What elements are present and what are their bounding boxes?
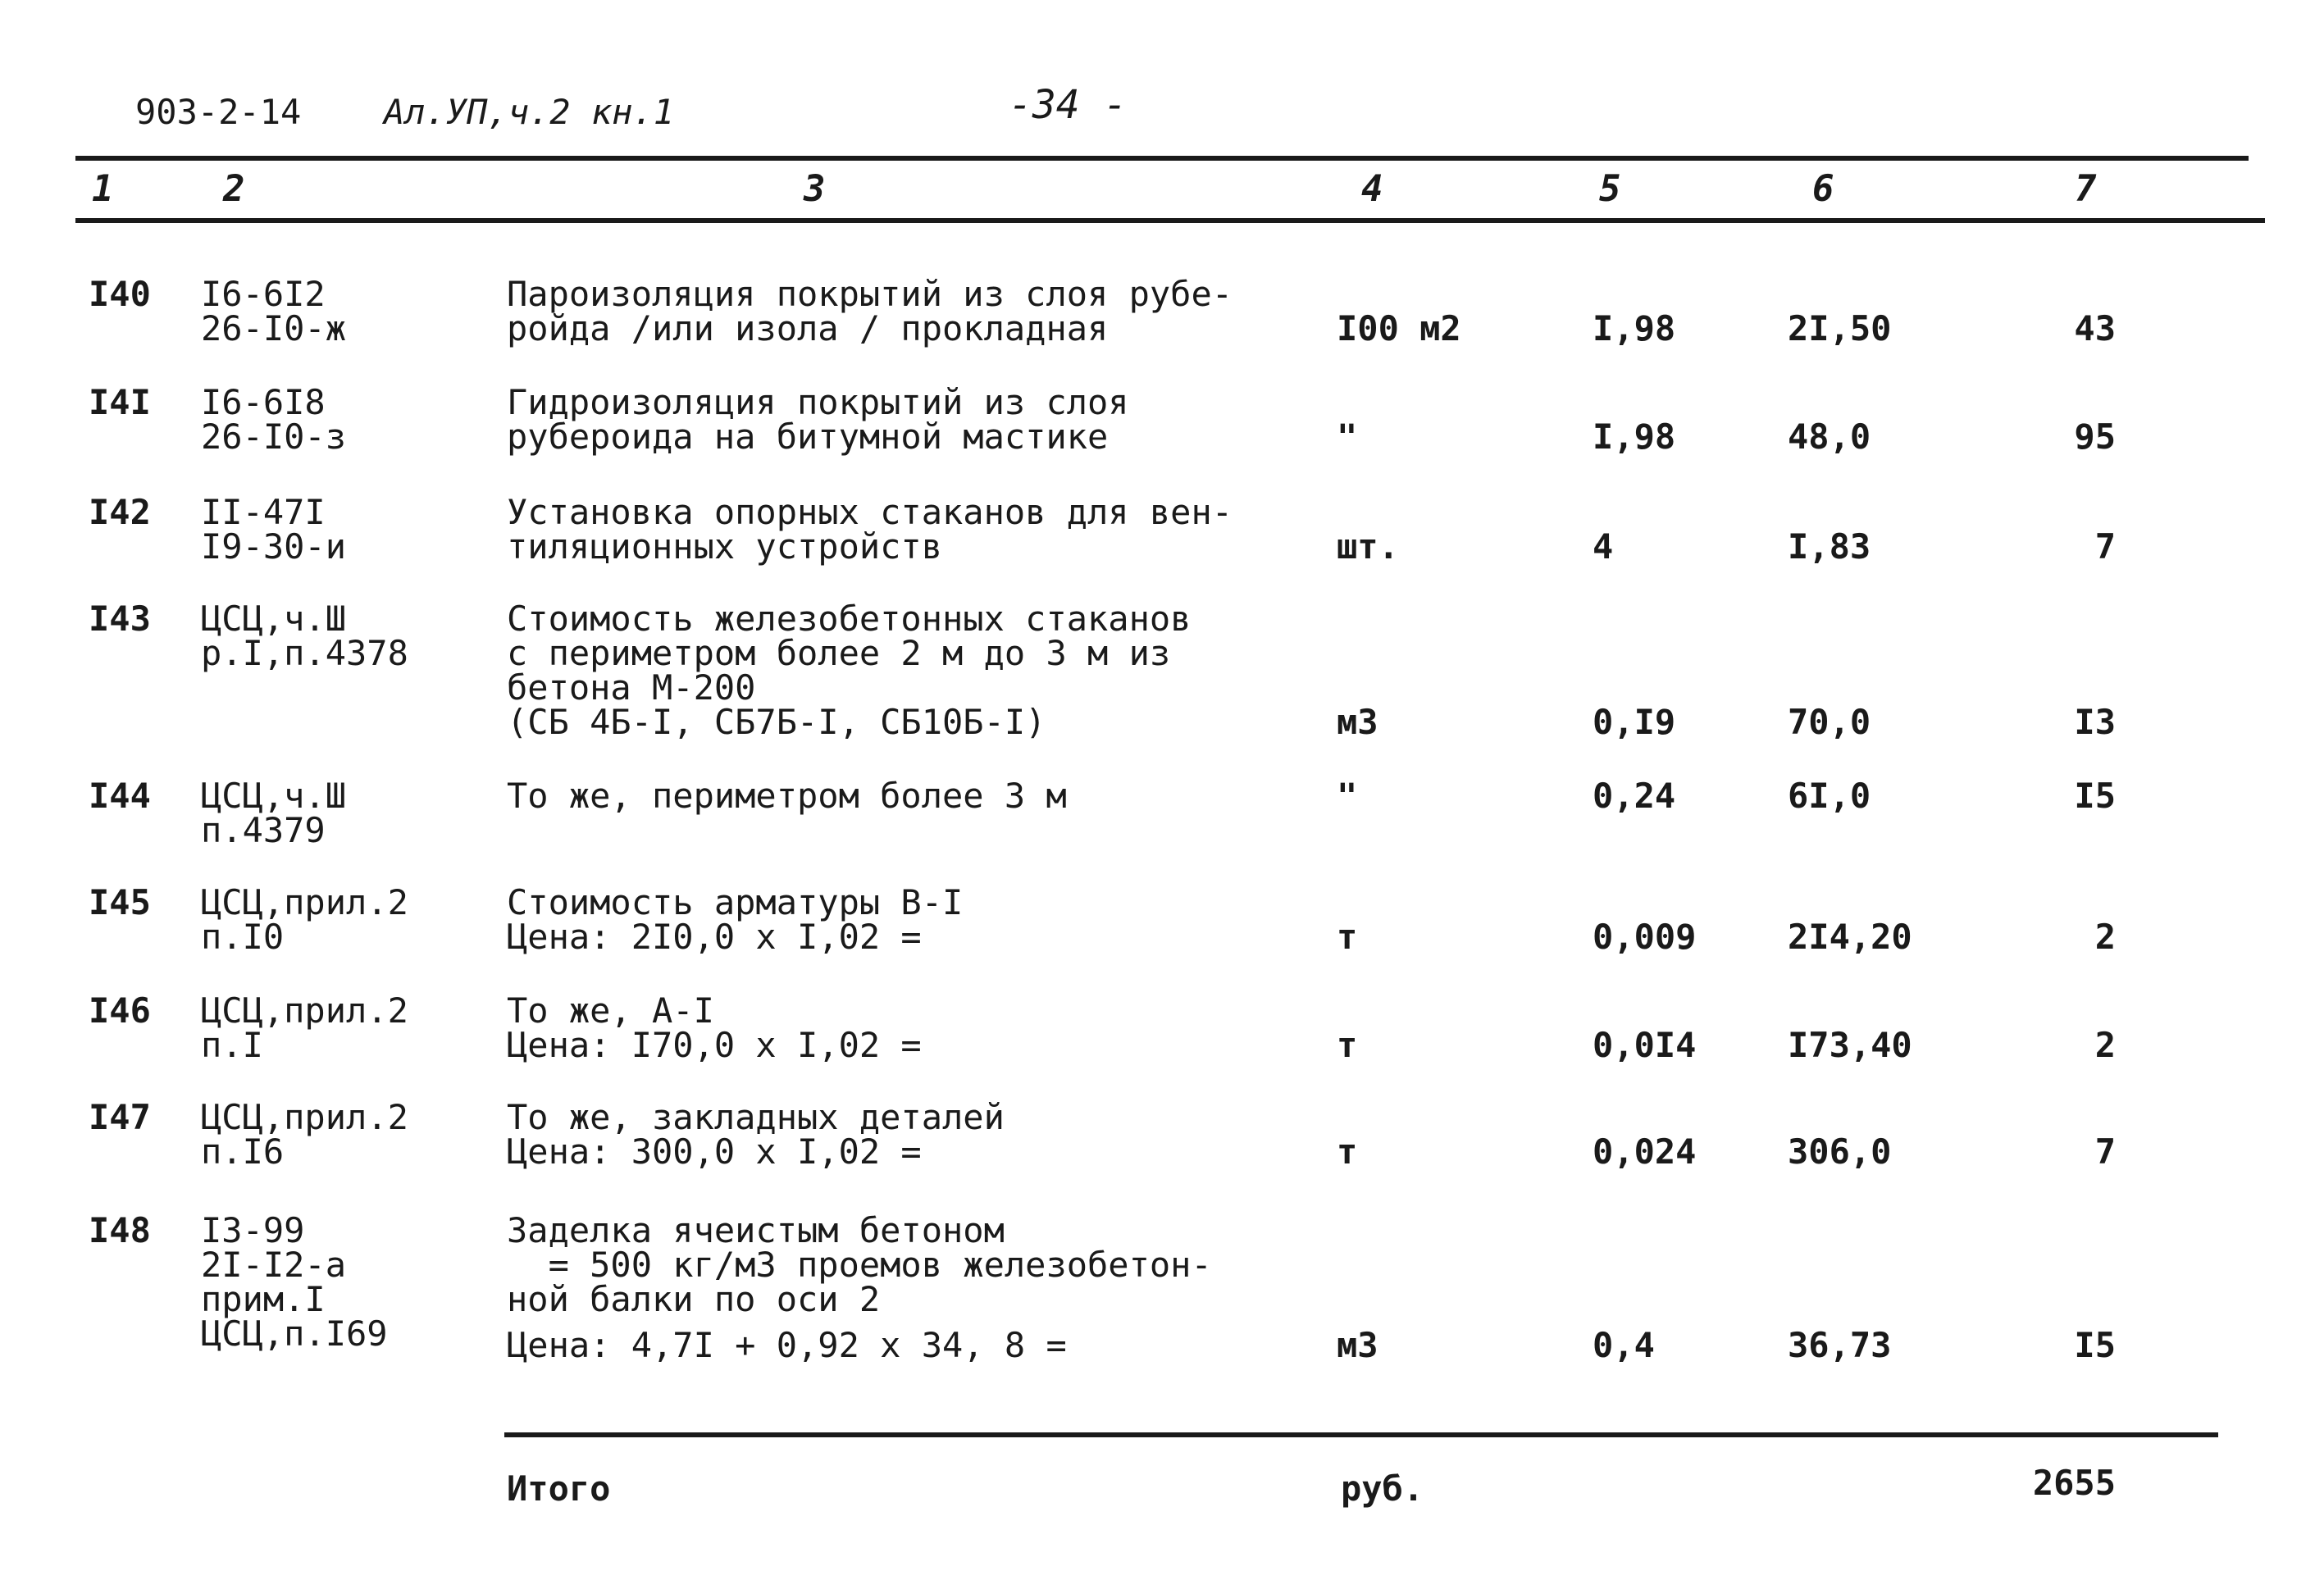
row-code-line: I3-99 (201, 1210, 305, 1250)
row-description-line: ройда /или изола / прокладная (507, 308, 1109, 348)
row-price: I73,40 (1788, 1025, 1912, 1065)
total-value: 2655 (2032, 1463, 2116, 1503)
row-total: 95 (2074, 417, 2116, 457)
row-code-line: п.I0 (201, 917, 285, 957)
row-code-line: ЦСЦ,прил.2 (201, 990, 408, 1031)
document-code: 903-2-14 (135, 92, 302, 132)
row-code-line: II-47I (201, 492, 326, 532)
row-description-line: Цена: 300,0 х I,02 = (507, 1131, 922, 1172)
row-unit: т (1337, 917, 1358, 957)
row-quantity: 0,009 (1593, 917, 1697, 957)
row-code-line: 26-I0-ж (201, 308, 347, 348)
row-description-line: Цена: 2I0,0 х I,02 = (507, 917, 922, 957)
row-unit: I00 м2 (1337, 308, 1461, 348)
row-description-line: ной балки по оси 2 (507, 1279, 881, 1319)
row-code-line: п.I6 (201, 1131, 285, 1172)
row-quantity: 0,0I4 (1593, 1025, 1697, 1065)
row-description-line: Заделка ячеистым бетоном (507, 1210, 1005, 1250)
row-number: I40 (89, 274, 151, 314)
row-description-line: (СБ 4Б-I, СБ7Б-I, СБ10Б-I) (507, 702, 1046, 742)
column-header-4: 4 (1361, 168, 1383, 210)
row-price: 2I4,20 (1788, 917, 1912, 957)
header-rule (75, 218, 2265, 223)
row-price: 6I,0 (1788, 776, 1871, 816)
row-quantity: 0,I9 (1593, 702, 1676, 742)
row-unit: " (1337, 417, 1358, 457)
row-description-line: То же, А-I (507, 990, 714, 1031)
row-description-line: То же, закладных деталей (507, 1097, 1005, 1137)
row-number: I43 (89, 599, 151, 639)
row-description-line: Цена: 4,7I + 0,92 х 34, 8 = (507, 1325, 1067, 1365)
row-price: 306,0 (1788, 1131, 1892, 1172)
row-total: 7 (2094, 1131, 2116, 1172)
column-header-2: 2 (223, 168, 245, 210)
column-header-7: 7 (2075, 168, 2097, 210)
row-description-line: бетона М-200 (507, 667, 756, 708)
row-code-line: I9-30-и (201, 526, 347, 567)
row-number: I45 (89, 882, 151, 922)
page-number: -34 - (1009, 82, 1128, 128)
row-code-line: п.4379 (201, 810, 326, 850)
row-number: I44 (89, 776, 151, 816)
row-code-line: I6-6I8 (201, 382, 326, 422)
row-description-line: Установка опорных стаканов для вен- (507, 492, 1233, 532)
row-number: I42 (89, 492, 151, 532)
row-unit: м3 (1337, 1325, 1378, 1365)
row-total: 2 (2094, 1025, 2116, 1065)
column-header-5: 5 (1599, 168, 1621, 210)
row-price: 36,73 (1788, 1325, 1892, 1365)
row-unit: " (1337, 776, 1358, 816)
row-quantity: 0,24 (1593, 776, 1676, 816)
document-reference: Ал.УП,ч.2 кн.1 (384, 92, 675, 132)
row-description-line: Цена: I70,0 х I,02 = (507, 1025, 922, 1065)
row-quantity: I,98 (1593, 417, 1676, 457)
row-quantity: I,98 (1593, 308, 1676, 348)
row-number: I48 (89, 1210, 151, 1250)
total-unit: руб. (1341, 1468, 1424, 1509)
column-header-1: 1 (92, 168, 114, 210)
row-total: I3 (2074, 702, 2116, 742)
row-description-line: Пароизоляция покрытий из слоя рубе- (507, 274, 1233, 314)
row-code-line: ЦСЦ,п.I69 (201, 1314, 388, 1354)
row-unit: шт. (1337, 526, 1399, 567)
row-number: I47 (89, 1097, 151, 1137)
row-quantity: 0,4 (1593, 1325, 1655, 1365)
row-total: 43 (2074, 308, 2116, 348)
row-code-line: ЦСЦ,ч.Ш (201, 776, 347, 816)
row-number: I46 (89, 990, 151, 1031)
row-price: I,83 (1788, 526, 1871, 567)
row-total: 2 (2094, 917, 2116, 957)
row-code-line: р.I,п.4378 (201, 633, 408, 673)
row-description-line: рубероида на битумной мастике (507, 417, 1109, 457)
row-quantity: 4 (1593, 526, 1614, 567)
row-number: I4I (89, 382, 151, 422)
column-header-6: 6 (1812, 168, 1834, 210)
row-price: 48,0 (1788, 417, 1871, 457)
row-code-line: ЦСЦ,ч.Ш (201, 599, 347, 639)
column-header-3: 3 (804, 168, 826, 210)
row-total: I5 (2074, 1325, 2116, 1365)
row-price: 70,0 (1788, 702, 1871, 742)
row-description-line: Стоимость арматуры В-I (507, 882, 964, 922)
row-code-line: ЦСЦ,прил.2 (201, 882, 408, 922)
row-price: 2I,50 (1788, 308, 1892, 348)
row-unit: т (1337, 1025, 1358, 1065)
row-description-line: тиляционных устройств (507, 526, 943, 567)
row-unit: т (1337, 1131, 1358, 1172)
row-code-line: 26-I0-з (201, 417, 347, 457)
row-code-line: п.I (201, 1025, 263, 1065)
row-description-line: с периметром более 2 м до 3 м из (507, 633, 1171, 673)
row-unit: м3 (1337, 702, 1378, 742)
top-rule (75, 156, 2249, 161)
total-label: Итого (507, 1468, 611, 1509)
row-total: I5 (2074, 776, 2116, 816)
row-code-line: прим.I (201, 1279, 326, 1319)
row-description-line: = 500 кг/м3 проемов железобетон- (507, 1245, 1212, 1285)
row-code-line: ЦСЦ,прил.2 (201, 1097, 408, 1137)
row-description-line: Стоимость железобетонных стаканов (507, 599, 1192, 639)
row-description-line: Гидроизоляция покрытий из слоя (507, 382, 1129, 422)
row-description-line: То же, периметром более 3 м (507, 776, 1067, 816)
row-code-line: 2I-I2-а (201, 1245, 347, 1285)
row-code-line: I6-6I2 (201, 274, 326, 314)
row-quantity: 0,024 (1593, 1131, 1697, 1172)
row-total: 7 (2094, 526, 2116, 567)
total-rule (504, 1432, 2218, 1437)
